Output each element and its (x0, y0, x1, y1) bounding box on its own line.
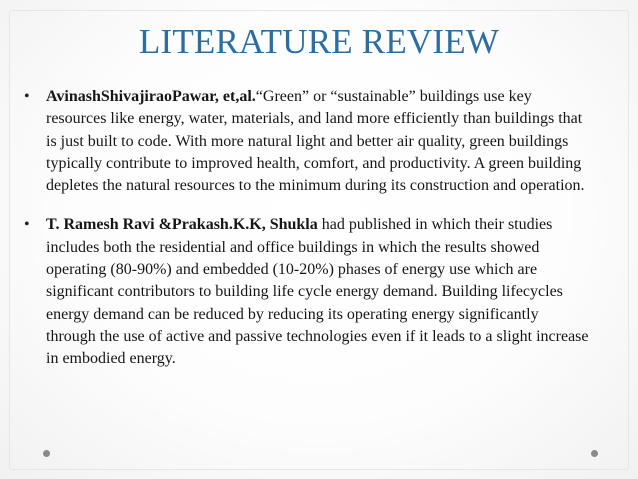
bullet-author: AvinashShivajiraoPawar, et,al. (46, 88, 256, 105)
corner-dot-left (43, 450, 50, 457)
bullet-dot: • (24, 88, 30, 105)
bullet-list (20, 86, 592, 371)
bullet-item (20, 86, 592, 197)
bullet-author: T. Ramesh Ravi &Prakash.K.K, Shukla (46, 216, 318, 234)
slide-title: LITERATURE REVIEW (138, 22, 500, 61)
bullet-item (20, 214, 592, 370)
bullet-text: had published in which their studies includes both the residential and office buildings in which the results showed operating (80-90%) and embedded (10-20%) phases of energy use which are significant contributors to building life cycle energy demand. Building lifecycles energy demand can be reduced by reducing its operating energy significantly through the use of active and passive technologies even if it leads to a slight increase in embodied energy. (46, 216, 589, 368)
bullet-dot: • (24, 216, 30, 234)
corner-dot-right (591, 450, 598, 457)
bullet-text: “Green” or “sustainable” buildings use key resources like energy, water, materials, and land more efficiently than buildings that is just built to code. With more natural light and better air quality, green buildings typically contribute to improved health, comfort, and productivity. A green building depletes the natural resources to the minimum during its construction and operation. (46, 88, 585, 195)
